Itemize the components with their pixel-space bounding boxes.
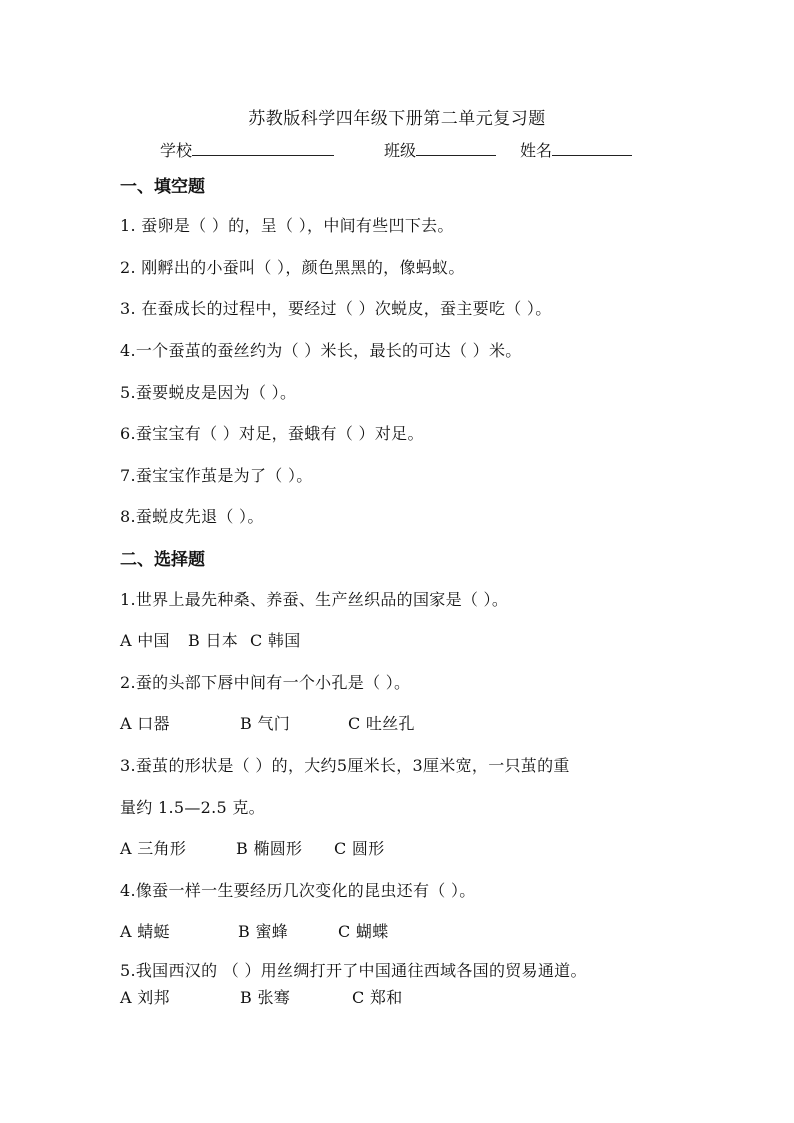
option-a[interactable]: A 刘邦 — [120, 988, 170, 1007]
option-c[interactable]: C 郑和 — [352, 988, 403, 1007]
option-c[interactable]: C 韩国 — [250, 631, 301, 650]
fill-question-8: 8.蚕蜕皮先退（ ）。 — [120, 507, 264, 526]
fill-question-1: 1. 蚕卵是（ ）的，呈（ ），中间有些凹下去。 — [120, 216, 454, 235]
name-label: 姓名 — [520, 141, 553, 160]
choice-question-3-continued: 量约 1.5—2.5 克。 — [120, 798, 265, 817]
choice-question-1-options — [120, 628, 301, 651]
option-b[interactable]: B 椭圆形 — [236, 839, 303, 858]
option-c[interactable]: C 圆形 — [334, 839, 385, 858]
option-a[interactable]: A 口器 — [120, 714, 170, 733]
name-field[interactable] — [520, 138, 632, 161]
option-b[interactable]: B 气门 — [240, 714, 291, 733]
choice-question-3-options — [120, 836, 385, 859]
choice-question-2-options — [120, 711, 415, 734]
class-blank[interactable] — [416, 141, 496, 156]
option-c[interactable]: C 蝴蝶 — [338, 922, 389, 941]
fill-question-2: 2. 刚孵出的小蚕叫（ ），颜色黑黑的，像蚂蚁。 — [120, 258, 465, 277]
choice-question-4: 4.像蚕一样一生要经历几次变化的昆虫还有（ ）。 — [120, 881, 476, 900]
option-b[interactable]: B 蜜蜂 — [238, 922, 289, 941]
choice-question-4-options — [120, 919, 389, 942]
option-a[interactable]: A 中国 — [120, 631, 170, 650]
choice-question-5-options — [120, 985, 403, 1008]
section-fill-in-heading: 一、填空题 — [120, 177, 205, 197]
fill-question-4: 4.一个蚕茧的蚕丝约为（ ）米长，最长的可达（ ）米。 — [120, 341, 522, 360]
fill-question-5: 5.蚕要蜕皮是因为（ ）。 — [120, 383, 297, 402]
option-c[interactable]: C 吐丝孔 — [348, 714, 415, 733]
school-label: 学校 — [160, 141, 193, 160]
choice-question-2: 2.蚕的头部下唇中间有一个小孔是（ ）。 — [120, 673, 411, 692]
choice-question-1: 1.世界上最先种桑、养蚕、生产丝织品的国家是（ ）。 — [120, 590, 509, 609]
section-choice-heading: 二、选择题 — [120, 550, 205, 570]
option-a[interactable]: A 三角形 — [120, 839, 187, 858]
option-b[interactable]: B 张骞 — [240, 988, 291, 1007]
fill-question-7: 7.蚕宝宝作茧是为了（ ）。 — [120, 466, 313, 485]
class-label: 班级 — [384, 141, 417, 160]
option-a[interactable]: A 蜻蜓 — [120, 922, 170, 941]
fill-question-3: 3. 在蚕成长的过程中，要经过（ ）次蜕皮，蚕主要吃（ ）。 — [120, 299, 552, 318]
name-blank[interactable] — [552, 141, 632, 156]
option-b[interactable]: B 日本 — [188, 631, 239, 650]
class-field[interactable] — [384, 138, 496, 161]
school-blank[interactable] — [192, 141, 334, 156]
choice-question-3: 3.蚕茧的形状是（ ）的，大约5厘米长，3厘米宽，一只茧的重 — [120, 756, 570, 775]
fill-question-6: 6.蚕宝宝有（ ）对足，蚕蛾有（ ）对足。 — [120, 424, 424, 443]
school-field[interactable] — [160, 138, 334, 161]
page-title: 苏教版科学四年级下册第二单元复习题 — [248, 109, 546, 129]
choice-question-5: 5.我国西汉的 （ ）用丝绸打开了中国通往西域各国的贸易通道。 — [120, 961, 587, 980]
